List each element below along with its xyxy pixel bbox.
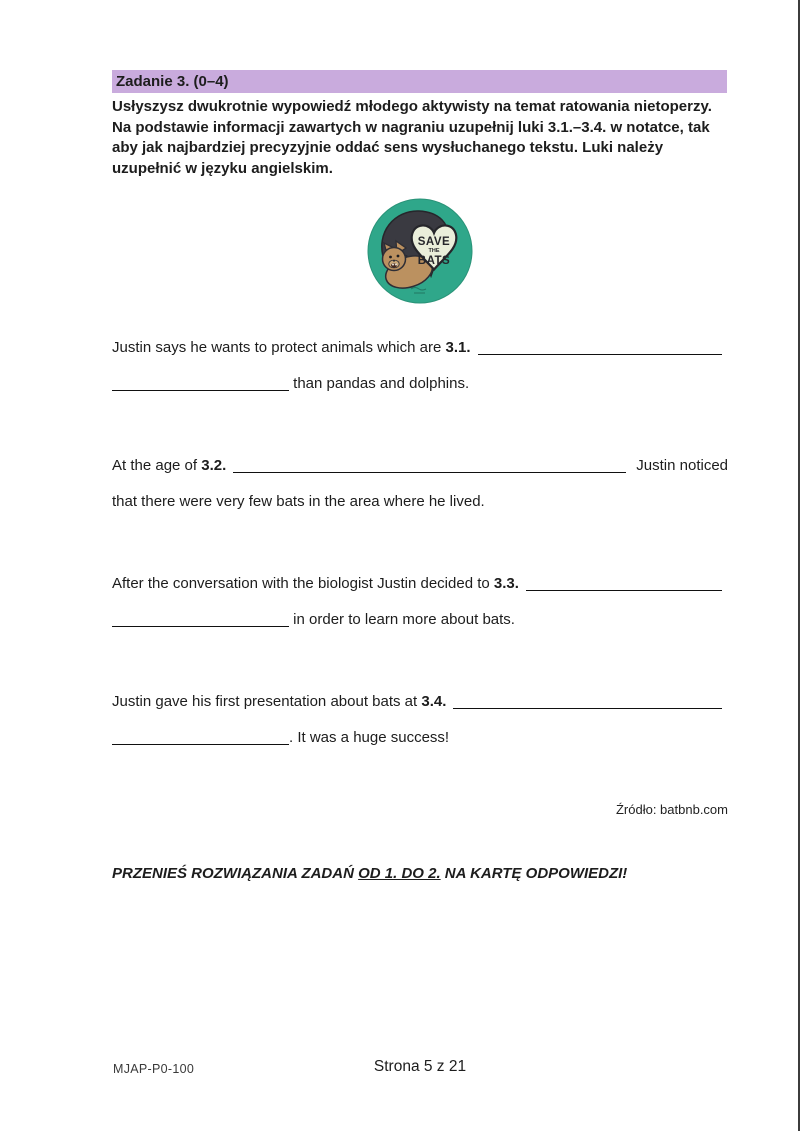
answer-blank-3-2	[233, 458, 626, 473]
instruction-line: aby jak najbardziej precyzyjnie oddać sens wysłuchanego tekstu. Luki należy	[112, 139, 664, 156]
transfer-instruction	[112, 864, 728, 884]
instruction-line: Usłyszysz dwukrotnie wypowiedź młodego aktywisty na temat ratowania nietoperzy.	[112, 98, 712, 115]
footer-page-number: Strona 5 z 21	[373, 1058, 467, 1075]
item-line	[112, 566, 728, 602]
item-label: 3.3.	[493, 575, 519, 592]
transfer-text: NA KARTĘ ODPOWIEDZI!	[440, 865, 628, 882]
source-credit: Źródło: batbnb.com	[615, 802, 728, 817]
item-text: Justin gave his first presentation about bats at	[112, 693, 422, 710]
item-text: Justin says he wants to protect animals which are	[112, 339, 446, 356]
item-text: At the age of	[112, 457, 202, 474]
item-text: that there were very few bats in the area where he lived.	[112, 493, 485, 510]
transfer-underlined-range: OD 1. DO 2.	[358, 865, 441, 882]
task-instructions	[112, 97, 728, 179]
item-line	[112, 684, 728, 720]
item-line	[112, 602, 728, 638]
item-label: 3.1.	[445, 339, 471, 356]
page-content	[112, 70, 728, 884]
logo-text-save: SAVE	[417, 236, 451, 248]
task-items	[112, 330, 728, 756]
save-the-bats-logo	[112, 198, 728, 304]
task-item-3-2	[112, 448, 728, 520]
bat-logo-graphic	[367, 198, 473, 304]
item-text: Justin noticed	[632, 457, 728, 474]
answer-blank-3-1	[478, 340, 722, 355]
task-item-3-3	[112, 566, 728, 638]
footer-form-code: MJAP-P0-100	[113, 1062, 195, 1076]
answer-blank-3-1-continued	[112, 376, 289, 391]
task-title: Zadanie 3. (0–4)	[116, 73, 229, 90]
item-line	[112, 720, 728, 756]
item-text: After the conversation with the biologist Justin decided to	[112, 575, 494, 592]
answer-blank-3-4	[453, 694, 722, 709]
item-label: 3.2.	[201, 457, 227, 474]
answer-blank-3-3	[526, 576, 722, 591]
item-line	[112, 448, 728, 484]
logo-text-the: THE	[428, 248, 440, 254]
answer-blank-3-4-continued	[112, 730, 289, 745]
task-title-bar	[112, 70, 727, 93]
item-text: in order to learn more about bats.	[289, 611, 515, 628]
task-item-3-4	[112, 684, 728, 756]
item-line	[112, 366, 728, 402]
transfer-text: PRZENIEŚ ROZWIĄZANIA ZADAŃ	[112, 865, 359, 882]
bat-nose-icon	[393, 260, 395, 262]
bat-eye-icon	[397, 255, 400, 258]
item-text: than pandas and dolphins.	[289, 375, 470, 392]
answer-blank-3-3-continued	[112, 612, 289, 627]
item-line	[112, 330, 728, 366]
item-line	[112, 484, 728, 520]
item-label: 3.4.	[421, 693, 447, 710]
task-item-3-1	[112, 330, 728, 402]
item-text: . It was a huge success!	[289, 729, 450, 746]
instruction-line: uzupełnić w języku angielskim.	[112, 159, 333, 177]
instruction-line: Na podstawie informacji zawartych w nagraniu uzupełnij luki 3.1.–3.4. w notatce, tak	[112, 118, 710, 136]
bat-eye-icon	[389, 256, 392, 259]
logo-text-bats: BATS	[417, 255, 451, 267]
